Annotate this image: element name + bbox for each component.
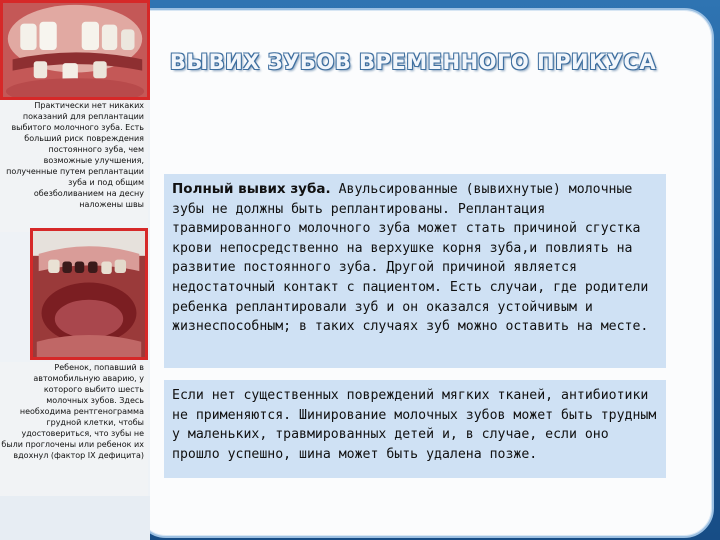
photo1-caption: Практически нет никаких показаний для реплантации выбитого молочного зуба. Есть больший риск повреждения постоянного зуба, чем возможные улучшения, полученные путем реплантации зуба и под общим обезболиванием на десну наложены швы	[0, 100, 148, 232]
photo2-caption: Ребенок, попавший в автомобильную аварию, у которого выбито шесть молочных зубов. Здесь необходима рентгенограмма грудной клетки, чтобы удостовериться, что зубы не были проглочены или ребенок их вдохнул (фактор IX дефицита)	[0, 362, 148, 498]
avulsion-text-box	[164, 174, 666, 368]
slide-title: ВЫВИХ ЗУБОВ ВРЕМЕННОГО ПРИКУСА	[169, 50, 657, 74]
splinting-body: Если нет существенных повреждений мягких тканей, антибиотики не применяются. Шинирование молочных зубов может быть трудным у маленьких, травмированных детей и, в случае, если оно прошло успешно, шина может быть удалена позже.	[172, 388, 657, 462]
avulsion-body: Авульсированные (вывихнутые) молочные зубы не должны быть реплантированы. Реплантация травмированного молочного зуба может стать причиной сгустка крови непосредственно на верхушке корня зуба,и повлиять на развитие постоянного зуба. Другой причиной является недостаточный контакт с пациентом. Есть случаи, где родители ребенка реплантировали зуб и он оказался устойчивым и жизнеспособным; в таких случаях зуб можно оставить на месте.	[172, 182, 649, 335]
avulsion-lead: Полный вывих зуба.	[172, 181, 331, 197]
photo-teeth-avulsion	[0, 0, 150, 100]
photo-child-missing-teeth	[30, 228, 148, 360]
splinting-text-box	[164, 380, 666, 478]
left-bottom-strip	[0, 496, 150, 540]
